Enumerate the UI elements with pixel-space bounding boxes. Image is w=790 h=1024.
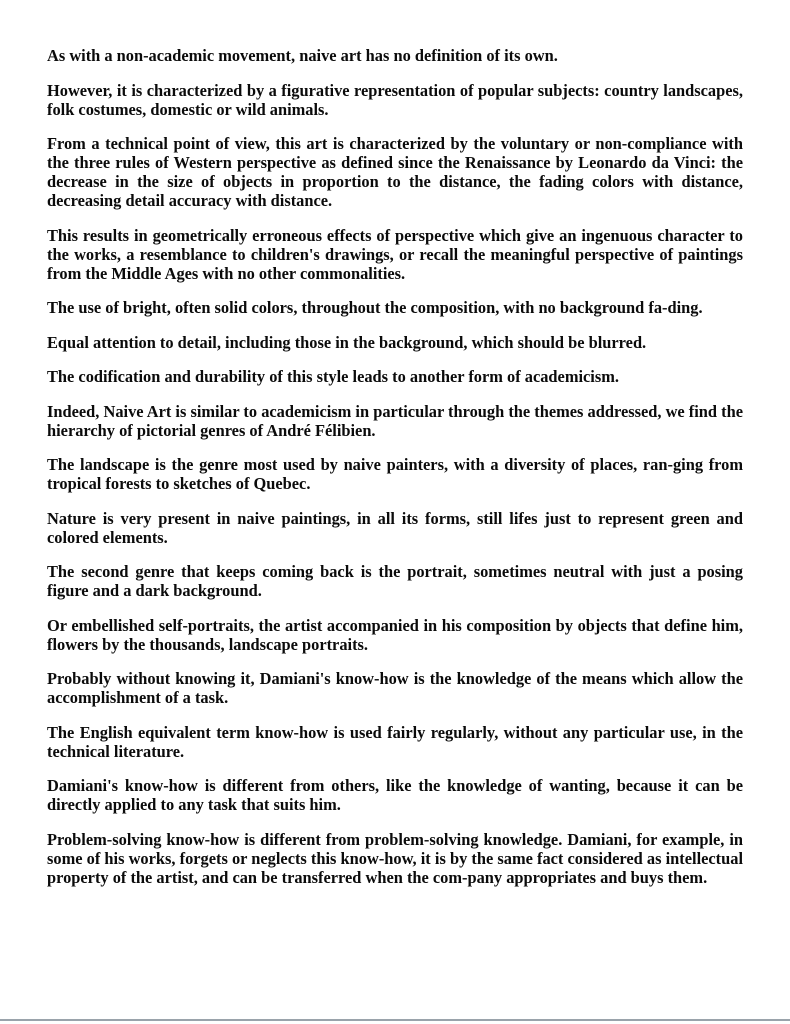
paragraph: From a technical point of view, this art is characterized by the voluntary or non-compliance with the three rules of Western perspective as defined since the Renaissance by Leonardo da Vinci: the decrease in the size of objects in proportion to the distance, the fading colors with distance, decreasing detail accuracy with distance. bbox=[47, 134, 743, 210]
paragraph: However, it is characterized by a figurative representation of popular subjects: country landscapes, folk costumes, domestic or wild animals. bbox=[47, 80, 743, 119]
paragraph: Probably without knowing it, Damiani's know-how is the knowledge of the means which allow the accomplishment of a task. bbox=[47, 669, 743, 707]
paragraph: This results in geometrically erroneous effects of perspective which give an ingenuous character to the works, a resemblance to children's drawings, or recall the meaningful perspective of paintings from the Middle Ages with no other commonalities. bbox=[47, 225, 743, 283]
paragraph: Or embellished self-portraits, the artist accompanied in his composition by objects that define him, flowers by the thousands, landscape portraits. bbox=[47, 615, 743, 654]
paragraph: The use of bright, often solid colors, throughout the composition, with no background fa-ding. bbox=[47, 298, 703, 317]
paragraph: Problem-solving know-how is different from problem-solving knowledge. Damiani, for example, in some of his works, forgets or neglects this know-how, it is by the same fact considered as intellectual property of the artist, and can be transferred when the com-pany appropriates and buys them. bbox=[47, 829, 743, 887]
paragraph: Equal attention to detail, including those in the background, which should be blurred. bbox=[47, 332, 647, 352]
document-body bbox=[47, 46, 743, 887]
bottom-edge-rule bbox=[0, 1019, 790, 1021]
paragraph: The English equivalent term know-how is used fairly regularly, without any particular use, in the technical literature. bbox=[47, 722, 743, 761]
paragraph: Damiani's know-how is different from others, like the knowledge of wanting, because it can be directly applied to any task that suits him. bbox=[47, 776, 743, 814]
paragraph: The second genre that keeps coming back is the portrait, sometimes neutral with just a posing figure and a dark background. bbox=[47, 562, 743, 600]
paragraph: Indeed, Naive Art is similar to academicism in particular through the themes addressed, we find the hierarchy of pictorial genres of André Félibien. bbox=[47, 401, 743, 440]
paragraph: As with a non-academic movement, naive art has no definition of its own. bbox=[47, 46, 558, 65]
paragraph: The landscape is the genre most used by naive painters, with a diversity of places, ran-ging from tropical forests to sketches of Quebec. bbox=[47, 455, 743, 493]
paragraph: Nature is very present in naive paintings, in all its forms, still lifes just to represent green and colored elements. bbox=[47, 508, 743, 547]
paragraph: The codification and durability of this style leads to another form of academicism. bbox=[47, 367, 619, 386]
